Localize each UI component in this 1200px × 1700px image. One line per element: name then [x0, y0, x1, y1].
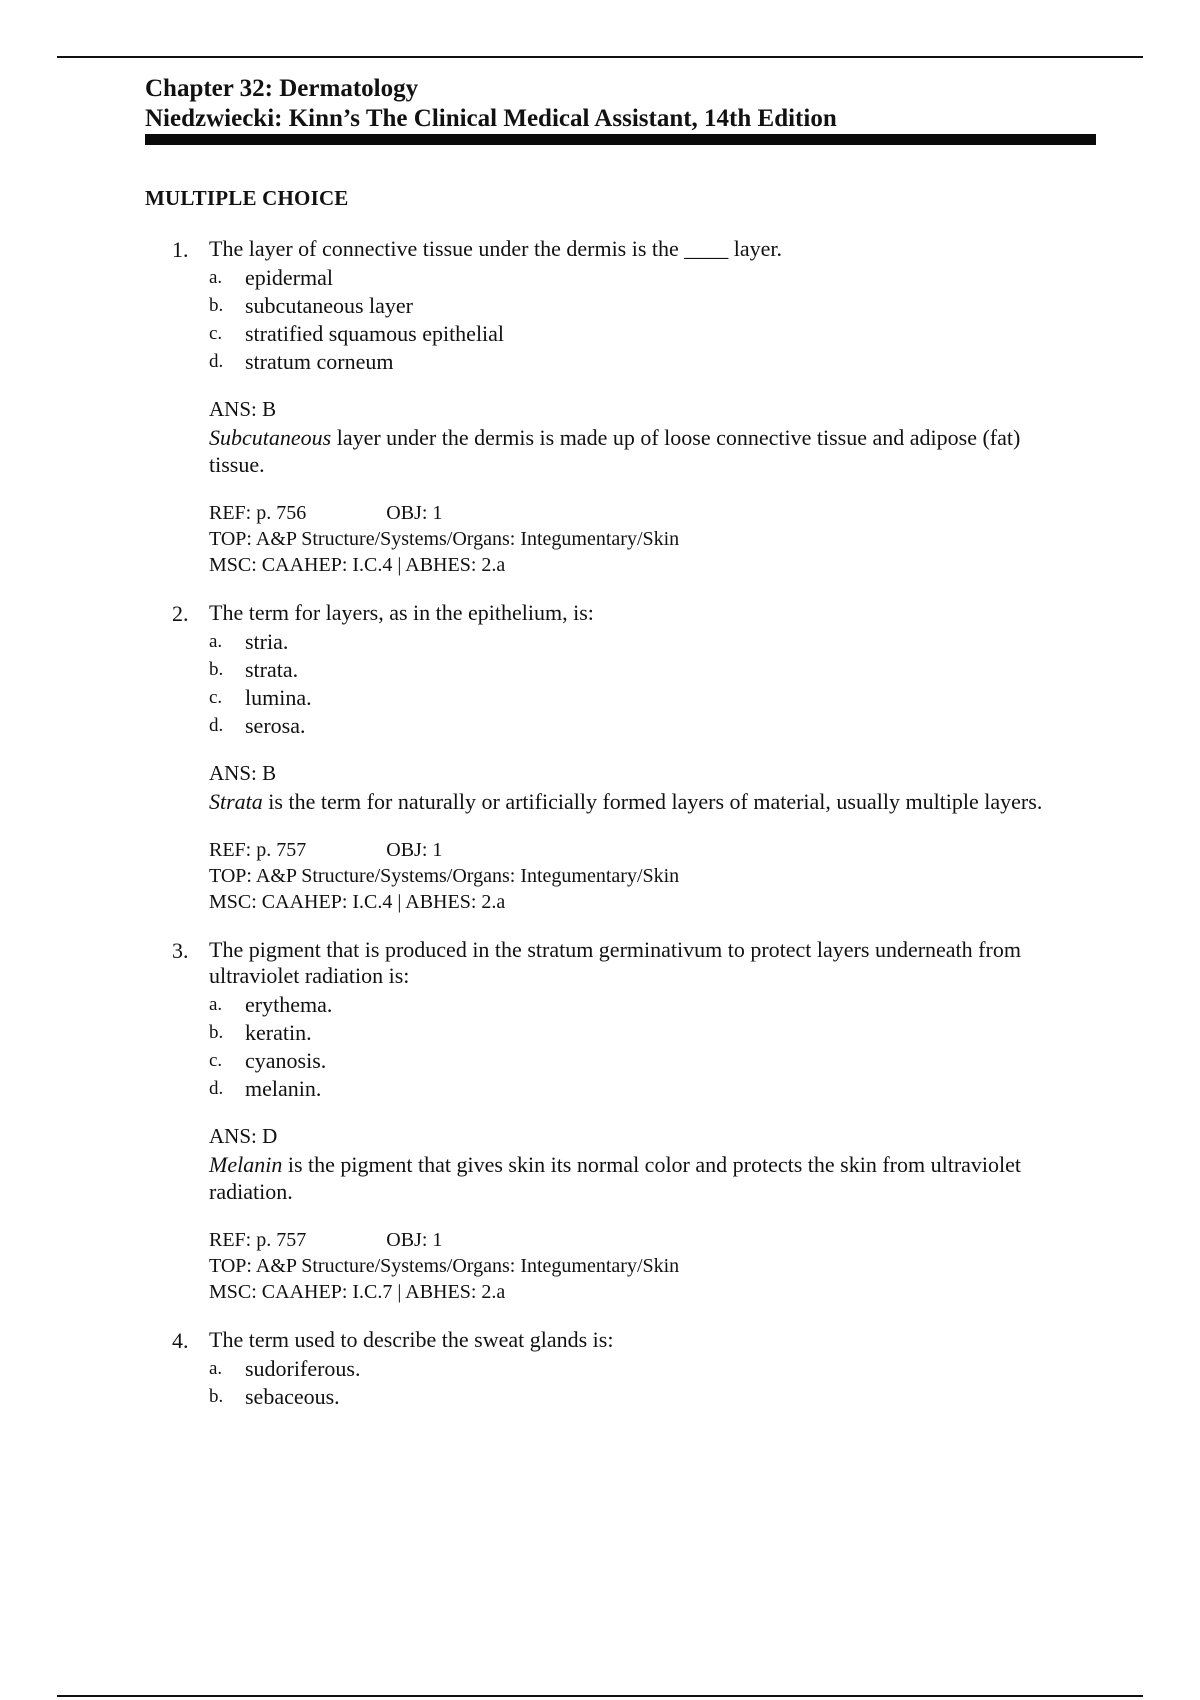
msc-standards: MSC: CAAHEP: I.C.7 | ABHES: 2.a [209, 1281, 506, 1303]
question-number: 2. [172, 601, 189, 626]
option-b [209, 1383, 1059, 1411]
option-c [209, 320, 1059, 348]
question-number: 1. [172, 237, 189, 262]
option-letter: a. [209, 994, 223, 1015]
book-title: Niedzwiecki: Kinn’s The Clinical Medical Assistant, 14th Edition [145, 105, 837, 132]
option-letter: b. [209, 659, 224, 680]
option-text: stratified squamous epithelial [245, 321, 505, 346]
answer-options [209, 1355, 1059, 1411]
section-title: MULTIPLE CHOICE [145, 186, 349, 210]
objective: OBJ: 1 [386, 502, 443, 524]
option-letter: a. [209, 267, 223, 288]
topic: TOP: A&P Structure/Systems/Organs: Integumentary/Skin [209, 1255, 680, 1277]
page-bottom-rule [57, 1695, 1143, 1697]
question-stem: The pigment that is produced in the stratum germinativum to protect layers underneath from ultraviolet radiation is: [209, 937, 1021, 988]
option-text: subcutaneous layer [245, 293, 413, 318]
option-letter: b. [209, 1386, 224, 1407]
option-text: stria. [245, 629, 289, 654]
option-d [209, 348, 1059, 376]
option-letter: b. [209, 295, 224, 316]
page-top-rule [57, 56, 1143, 58]
question-3 [0, 937, 1200, 1305]
rationale [209, 1151, 1059, 1205]
option-a [209, 264, 1059, 292]
rationale-text: is the term for naturally or artificially formed layers of material, usually multiple layers. [262, 789, 1043, 814]
answer-key: ANS: D [209, 1124, 278, 1148]
option-letter: c. [209, 687, 223, 708]
msc-standards: MSC: CAAHEP: I.C.4 | ABHES: 2.a [209, 891, 506, 913]
msc-standards: MSC: CAAHEP: I.C.4 | ABHES: 2.a [209, 554, 506, 576]
option-text: sebaceous. [245, 1384, 340, 1409]
option-text: erythema. [245, 992, 333, 1017]
question-metadata [209, 1227, 1059, 1305]
option-text: lumina. [245, 685, 312, 710]
option-letter: d. [209, 715, 224, 736]
question-list [0, 236, 1200, 1433]
option-b [209, 292, 1059, 320]
question-1 [0, 236, 1200, 578]
option-text: melanin. [245, 1076, 322, 1101]
option-text: cyanosis. [245, 1048, 327, 1073]
option-c [209, 1047, 1059, 1075]
option-text: stratum corneum [245, 349, 394, 374]
document-header [145, 74, 1095, 134]
topic: TOP: A&P Structure/Systems/Organs: Integumentary/Skin [209, 528, 680, 550]
question-stem: The term used to describe the sweat glands is: [209, 1327, 614, 1352]
option-text: keratin. [245, 1020, 312, 1045]
question-2 [0, 600, 1200, 915]
option-d [209, 1075, 1059, 1103]
answer-options [209, 991, 1059, 1103]
rationale-term: Subcutaneous [209, 425, 332, 450]
answer-options [209, 628, 1059, 740]
option-c [209, 684, 1059, 712]
rationale-term: Melanin [209, 1152, 283, 1177]
rationale [209, 424, 1059, 478]
rationale [209, 788, 1059, 815]
option-letter: a. [209, 1358, 223, 1379]
chapter-title: Chapter 32: Dermatology [145, 75, 419, 102]
objective: OBJ: 1 [386, 839, 443, 861]
option-a [209, 1355, 1059, 1383]
option-text: serosa. [245, 713, 306, 738]
question-metadata [209, 837, 1059, 915]
option-text: strata. [245, 657, 299, 682]
question-number: 4. [172, 1328, 189, 1353]
option-letter: c. [209, 323, 223, 344]
question-number: 3. [172, 938, 189, 963]
ref-page: REF: p. 756 [209, 502, 307, 524]
option-a [209, 628, 1059, 656]
answer-key: ANS: B [209, 397, 277, 421]
ref-page: REF: p. 757 [209, 839, 307, 861]
objective: OBJ: 1 [386, 1229, 443, 1251]
question-metadata [209, 500, 1059, 578]
option-text: epidermal [245, 265, 333, 290]
header-bar [145, 134, 1096, 145]
option-text: sudoriferous. [245, 1356, 361, 1381]
rationale-text: is the pigment that gives skin its normal color and protects the skin from ultraviolet radiation. [209, 1152, 1022, 1204]
option-letter: d. [209, 351, 224, 372]
option-letter: d. [209, 1078, 224, 1099]
topic: TOP: A&P Structure/Systems/Organs: Integumentary/Skin [209, 865, 680, 887]
option-a [209, 991, 1059, 1019]
answer-options [209, 264, 1059, 376]
question-stem: The layer of connective tissue under the dermis is the ____ layer. [209, 236, 783, 261]
question-4 [0, 1327, 1200, 1411]
option-letter: a. [209, 631, 223, 652]
option-b [209, 1019, 1059, 1047]
option-letter: b. [209, 1022, 224, 1043]
ref-page: REF: p. 757 [209, 1229, 307, 1251]
rationale-term: Strata [209, 789, 263, 814]
rationale-text: layer under the dermis is made up of loose connective tissue and adipose (fat) tissue. [209, 425, 1021, 477]
option-b [209, 656, 1059, 684]
answer-key: ANS: B [209, 761, 277, 785]
option-d [209, 712, 1059, 740]
option-letter: c. [209, 1050, 223, 1071]
question-stem: The term for layers, as in the epithelium, is: [209, 600, 594, 625]
